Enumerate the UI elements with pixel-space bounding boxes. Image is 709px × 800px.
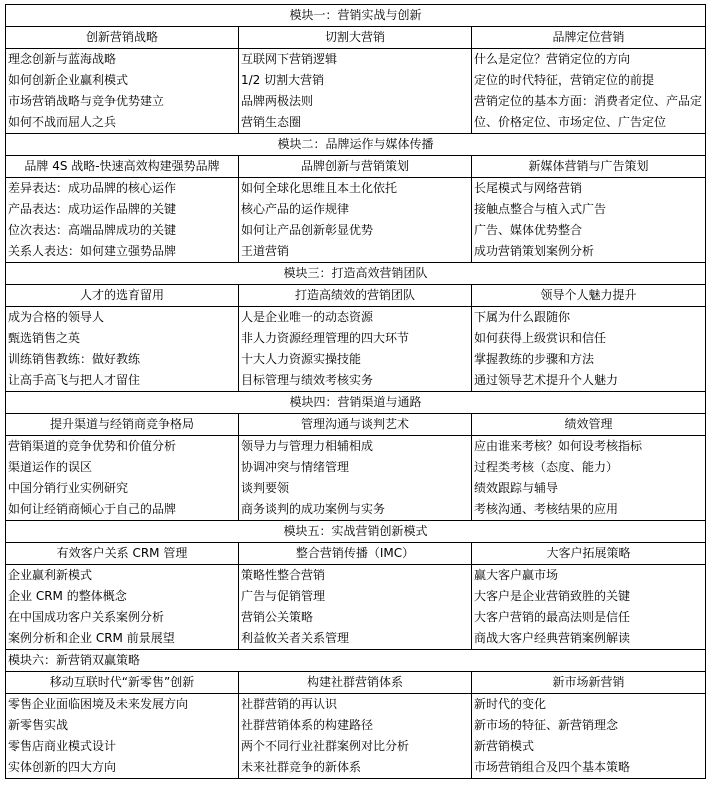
column-heading: 整合营销传播（IMC） (239, 543, 472, 565)
module-content-row (6, 178, 706, 263)
module-content-row (6, 694, 706, 779)
topic-item: 如何创新企业赢利模式 (8, 73, 129, 87)
topic-item: 掌握教练的步骤和方法 (474, 352, 595, 366)
column-heading-row (6, 414, 706, 436)
topic-item: 甄选销售之英 (8, 331, 81, 345)
module-title-row (6, 263, 706, 285)
topic-item: 零售店商业模式设计 (8, 739, 117, 753)
topic-item: 训练销售教练：做好教练 (8, 352, 141, 366)
topic-item: 应由谁来考核？如何设考核指标 (474, 439, 643, 453)
module-title-row (6, 650, 706, 672)
topic-list (239, 565, 472, 650)
topic-item: 营销公关策略 (241, 610, 314, 624)
topic-item: 市场营销战略与竞争优势建立 (8, 94, 165, 108)
column-heading: 创新营销战略 (6, 27, 239, 49)
topic-item: 未来社群竞争的新体系 (241, 760, 362, 774)
topic-item: 核心产品的运作规律 (241, 202, 350, 216)
topic-item: 案例分析和企业 CRM 前景展望 (8, 631, 175, 645)
column-heading: 新市场新营销 (472, 672, 706, 694)
topic-item: 成功营销策划案例分析 (474, 244, 595, 258)
topic-item: 渠道运作的误区 (8, 460, 93, 474)
topic-item: 让高手高飞与把人才留住 (8, 373, 141, 387)
column-heading: 领导个人魅力提升 (472, 285, 706, 307)
topic-list (6, 565, 239, 650)
topic-item: 接触点整合与植入式广告 (474, 202, 607, 216)
topic-item: 关系人表达：如何建立强势品牌 (8, 244, 177, 258)
topic-item: 十大人力资源实操技能 (241, 352, 362, 366)
topic-item: 如何全球化思维且本土化依托 (241, 181, 398, 195)
column-heading: 打造高绩效的营销团队 (239, 285, 472, 307)
topic-item: 商战大客户经典营销案例解读 (474, 631, 631, 645)
module-title-row (6, 521, 706, 543)
topic-item: 理念创新与蓝海战略 (8, 52, 117, 66)
topic-item: 赢大客户赢市场 (474, 568, 559, 582)
topic-list (6, 307, 239, 392)
topic-item: 企业 CRM 的整体概念 (8, 589, 127, 603)
column-heading: 构建社群营销体系 (239, 672, 472, 694)
topic-item: 策略性整合营销 (241, 568, 326, 582)
topic-item: 如何让产品创新彰显优势 (241, 223, 374, 237)
topic-list (6, 436, 239, 521)
module-content-row (6, 307, 706, 392)
column-heading: 绩效管理 (472, 414, 706, 436)
topic-item: 品牌两极法则 (241, 94, 314, 108)
topic-item: 营销渠道的竞争优势和价值分析 (8, 439, 177, 453)
topic-item: 如何让经销商倾心于自己的品牌 (8, 502, 177, 516)
module-content-row (6, 49, 706, 134)
topic-item: 考核沟通、考核结果的应用 (474, 502, 619, 516)
topic-list (239, 307, 472, 392)
topic-item: 通过领导艺术提升个人魅力 (474, 373, 619, 387)
topic-item: 什么是定位？营销定位的方向 (474, 52, 631, 66)
module-title: 模块二：品牌运作与媒体传播 (6, 134, 706, 156)
topic-item: 在中国成功客户关系案例分析 (8, 610, 165, 624)
topic-item: 社群营销体系的构建路径 (241, 718, 374, 732)
column-heading: 品牌 4S 战略-快速高效构建强势品牌 (6, 156, 239, 178)
column-heading: 切割大营销 (239, 27, 472, 49)
topic-item: 领导力与管理力相辅相成 (241, 439, 374, 453)
topic-item: 实体创新的四大方向 (8, 760, 117, 774)
module-title: 模块六：新营销双赢策略 (6, 650, 706, 672)
topic-item: 利益攸关者关系管理 (241, 631, 350, 645)
module-title: 模块五：实战营销创新模式 (6, 521, 706, 543)
column-heading: 移动互联时代“新零售”创新 (6, 672, 239, 694)
module-title-row (6, 5, 706, 27)
topic-item: 新时代的变化 (474, 697, 547, 711)
topic-list (472, 49, 706, 134)
column-heading-row (6, 27, 706, 49)
topic-item: 如何不战而屈人之兵 (8, 115, 117, 129)
topic-item: 成为合格的领导人 (8, 310, 105, 324)
topic-item: 企业赢利新模式 (8, 568, 93, 582)
topic-item: 目标管理与绩效考核实务 (241, 373, 374, 387)
topic-item: 人是企业唯一的动态资源 (241, 310, 374, 324)
topic-item: 王道营销 (241, 244, 290, 258)
topic-item: 长尾模式与网络营销 (474, 181, 583, 195)
topic-list (239, 49, 472, 134)
topic-item: 广告与促销管理 (241, 589, 326, 603)
topic-item: 商务谈判的成功案例与实务 (241, 502, 386, 516)
topic-item: 中国分销行业实例研究 (8, 481, 129, 495)
topic-item: 市场营销组合及四个基本策略 (474, 760, 631, 774)
topic-item: 谈判要领 (241, 481, 290, 495)
topic-item: 非人力资源经理管理的四大环节 (241, 331, 410, 345)
topic-list (472, 307, 706, 392)
topic-item: 新市场的特征、新营销理念 (474, 718, 619, 732)
topic-item: 如何获得上级赏识和信任 (474, 331, 607, 345)
module-title: 模块四：营销渠道与通路 (6, 392, 706, 414)
column-heading: 管理沟通与谈判艺术 (239, 414, 472, 436)
topic-list (6, 694, 239, 779)
topic-list (472, 565, 706, 650)
module-title: 模块三：打造高效营销团队 (6, 263, 706, 285)
topic-list (239, 694, 472, 779)
topic-item: 定位的时代特征，营销定位的前提 (474, 73, 655, 87)
topic-list (6, 178, 239, 263)
topic-item: 营销定位的基本方面：消费者定位、产品定位、价格定位、市场定位、广告定位 (474, 94, 703, 129)
topic-item: 绩效跟踪与辅导 (474, 481, 559, 495)
topic-item: 产品表达：成功运作品牌的关键 (8, 202, 177, 216)
topic-item: 新营销模式 (474, 739, 535, 753)
topic-item: 两个不同行业社群案例对比分析 (241, 739, 410, 753)
column-heading: 新媒体营销与广告策划 (472, 156, 706, 178)
course-table (5, 4, 706, 779)
topic-list (472, 436, 706, 521)
module-title-row (6, 392, 706, 414)
column-heading-row (6, 285, 706, 307)
topic-item: 位次表达：高端品牌成功的关键 (8, 223, 177, 237)
module-title-row (6, 134, 706, 156)
module-title: 模块一：营销实战与创新 (6, 5, 706, 27)
topic-item: 互联网下营销逻辑 (241, 52, 338, 66)
topic-item: 零售企业面临困境及未来发展方向 (8, 697, 189, 711)
column-heading: 大客户拓展策略 (472, 543, 706, 565)
topic-item: 差异表达：成功品牌的核心运作 (8, 181, 177, 195)
column-heading-row (6, 543, 706, 565)
topic-item: 大客户营销的最高法则是信任 (474, 610, 631, 624)
topic-list (472, 178, 706, 263)
topic-item: 协调冲突与情绪管理 (241, 460, 350, 474)
topic-item: 下属为什么跟随你 (474, 310, 571, 324)
topic-list (472, 694, 706, 779)
module-content-row (6, 436, 706, 521)
topic-item: 大客户是企业营销致胜的关键 (474, 589, 631, 603)
topic-item: 过程类考核（态度、能力） (474, 460, 619, 474)
course-table-body (6, 5, 706, 779)
topic-list (6, 49, 239, 134)
topic-item: 营销生态圈 (241, 115, 302, 129)
topic-item: 新零售实战 (8, 718, 69, 732)
column-heading-row (6, 672, 706, 694)
column-heading: 品牌创新与营销策划 (239, 156, 472, 178)
column-heading-row (6, 156, 706, 178)
column-heading: 人才的选育留用 (6, 285, 239, 307)
topic-item: 社群营销的再认识 (241, 697, 338, 711)
column-heading: 提升渠道与经销商竞争格局 (6, 414, 239, 436)
column-heading: 有效客户关系 CRM 管理 (6, 543, 239, 565)
topic-item: 广告、媒体优势整合 (474, 223, 583, 237)
topic-item: 1/2 切割大营销 (241, 73, 325, 87)
column-heading: 品牌定位营销 (472, 27, 706, 49)
topic-list (239, 436, 472, 521)
topic-list (239, 178, 472, 263)
module-content-row (6, 565, 706, 650)
